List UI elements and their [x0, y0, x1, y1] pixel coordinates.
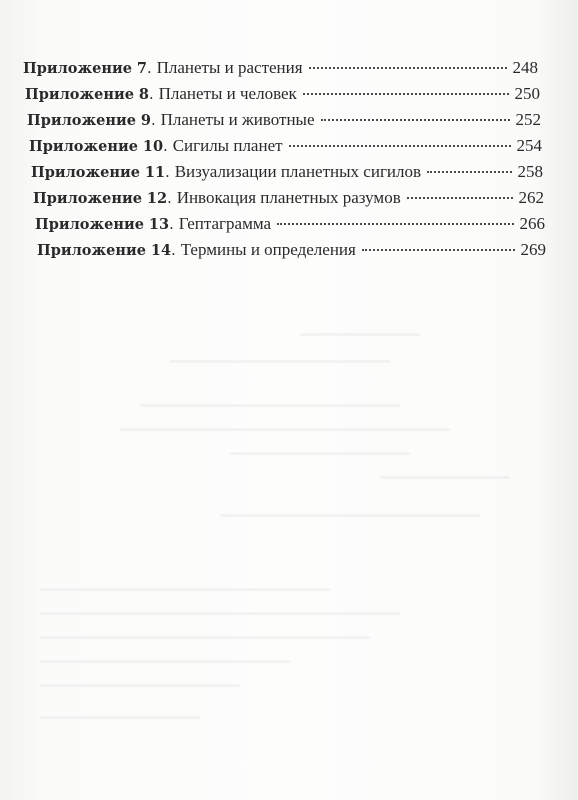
bleed-through-mark — [170, 360, 390, 363]
toc-entry-title: Планеты и растения — [156, 58, 303, 77]
dot-leader — [309, 67, 507, 69]
toc-entry-label: Приложение — [27, 112, 136, 129]
toc-entry-label: Приложение — [31, 164, 140, 181]
toc-entry-label: Приложение — [25, 86, 134, 103]
dot-leader — [289, 145, 511, 147]
bleed-through-mark — [300, 333, 420, 336]
bleed-through-mark — [40, 660, 290, 663]
bleed-through-mark — [380, 476, 510, 479]
bleed-through-mark — [40, 716, 200, 719]
toc-entry-separator: . — [165, 165, 170, 181]
toc-entry-page: 252 — [515, 110, 541, 129]
dot-leader — [303, 93, 509, 95]
toc-entry-number: 13 — [148, 216, 170, 233]
toc-entry-page: 254 — [516, 136, 542, 155]
bleed-through-mark — [40, 588, 330, 591]
toc-entry-page: 262 — [518, 188, 544, 207]
dot-leader — [277, 223, 513, 225]
toc-entry-page: 266 — [519, 214, 545, 233]
toc-entry-number: 11 — [144, 164, 166, 181]
toc-entry-title: Инвокация планетных разумов — [176, 188, 401, 207]
toc-entry-separator: . — [163, 139, 168, 155]
toc-entry-separator: . — [167, 191, 172, 207]
toc-entry-page: 248 — [512, 58, 538, 77]
bleed-through-mark — [120, 428, 450, 431]
dot-leader — [407, 197, 513, 199]
toc-entry-12[interactable] — [33, 188, 544, 208]
toc-entry-13[interactable] — [35, 214, 545, 234]
toc-entry-number: 10 — [142, 138, 164, 155]
bleed-through-mark — [140, 404, 400, 407]
toc-entry-label: Приложение — [35, 216, 144, 233]
toc-entry-8[interactable] — [25, 84, 540, 104]
dot-leader — [362, 249, 515, 251]
toc-entry-label: Приложение — [29, 138, 138, 155]
toc-entry-label: Приложение — [23, 60, 132, 77]
bleed-through-mark — [220, 514, 480, 517]
toc-entry-label: Приложение — [33, 190, 142, 207]
toc-entry-number: 12 — [146, 190, 168, 207]
bleed-through-mark — [40, 612, 400, 615]
toc-entry-title: Планеты и животные — [160, 110, 315, 129]
toc-entry-label: Приложение — [37, 242, 146, 259]
toc-entry-number: 9 — [140, 112, 151, 129]
toc-entry-number: 8 — [138, 86, 149, 103]
toc-entry-number: 7 — [136, 60, 147, 77]
toc-entry-separator: . — [169, 217, 174, 233]
toc-entry-page: 258 — [517, 162, 543, 181]
toc-entry-title: Гептаграмма — [178, 214, 272, 233]
toc-entry-10[interactable] — [29, 136, 542, 156]
bleed-through-mark — [40, 684, 240, 687]
toc-entry-page: 250 — [514, 84, 540, 103]
dot-leader — [427, 171, 511, 173]
toc-entry-7[interactable] — [23, 58, 538, 78]
toc-entry-separator: . — [150, 113, 156, 129]
dot-leader — [321, 119, 510, 121]
toc-entry-11[interactable] — [31, 162, 543, 182]
toc-entry-separator: . — [148, 87, 154, 103]
toc-entry-14[interactable] — [37, 240, 546, 260]
toc-entry-title: Планеты и человек — [158, 84, 297, 103]
toc-entry-number: 14 — [150, 242, 172, 259]
toc-entry-page: 269 — [520, 240, 546, 259]
toc-entry-separator: . — [146, 61, 152, 77]
bleed-through-mark — [230, 452, 410, 455]
toc-entry-separator: . — [171, 243, 176, 259]
toc-entry-title: Визуализации планетных сигилов — [174, 162, 422, 181]
toc-entry-9[interactable] — [27, 110, 541, 130]
bleed-through-mark — [40, 636, 370, 639]
toc-entry-title: Термины и определения — [180, 240, 356, 259]
toc-entry-title: Сигилы планет — [172, 136, 283, 155]
